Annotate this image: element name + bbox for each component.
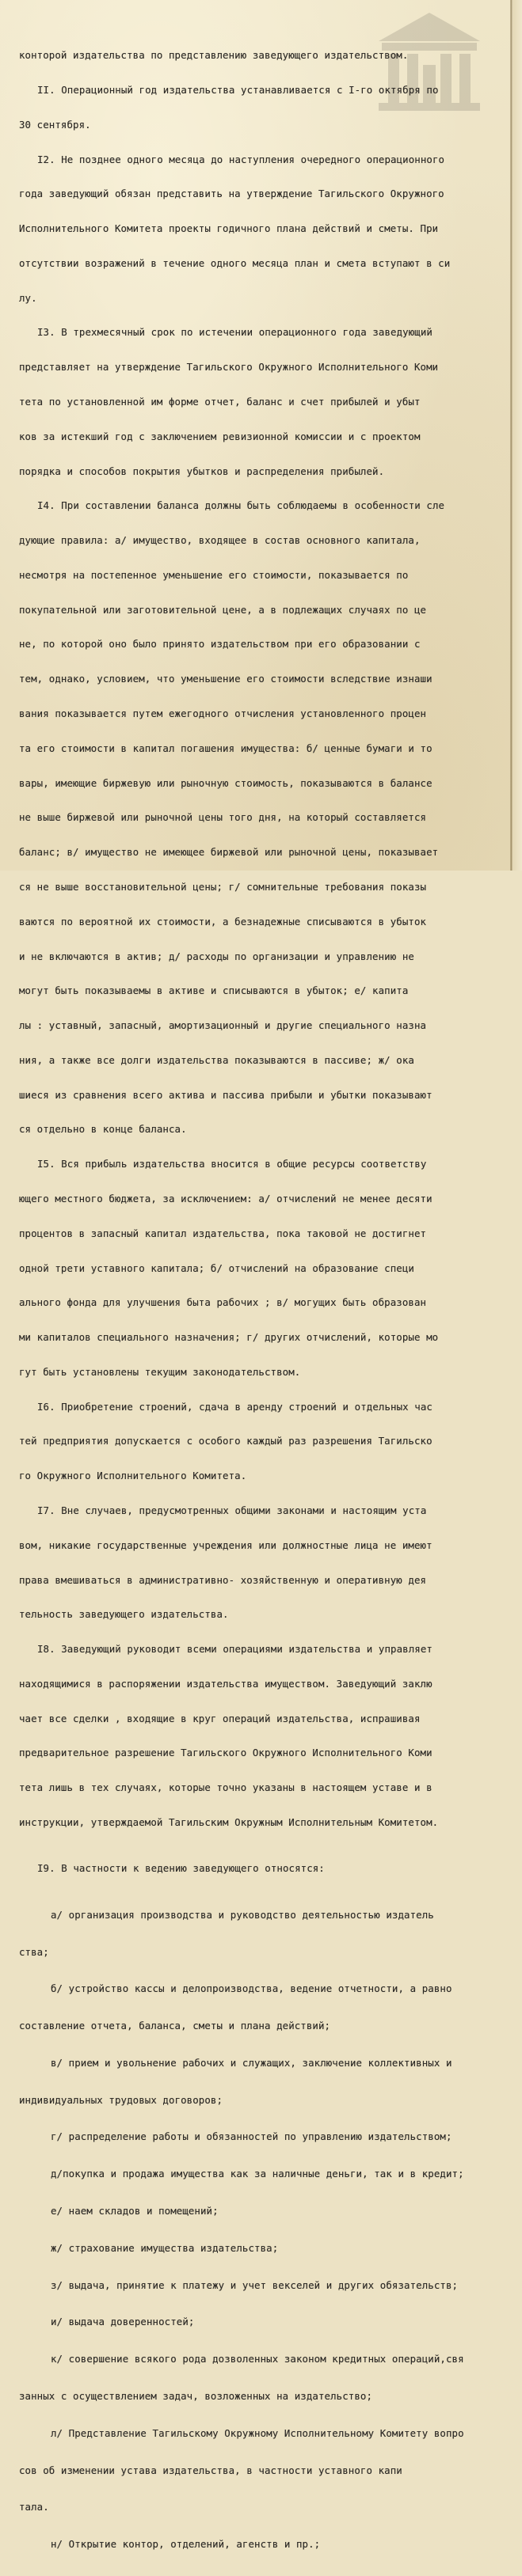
text-line: одной трети уставного капитала; б/ отчислений на образование специ bbox=[19, 1261, 414, 1274]
text-line: ния, а также все долги издательства показываются в пассиве; ж/ ока bbox=[19, 1053, 414, 1066]
page-edge bbox=[512, 0, 522, 871]
text-line: предварительное разрешение Тагильского Окружного Исполнительного Коми bbox=[19, 1747, 432, 1759]
text-line: инструкции, утверждаемой Тагильским Окружным Исполнительным Комитетом. bbox=[19, 1816, 439, 1829]
clause-14: I4. При составлении баланса должны быть соблюдаемы в особенности сле bbox=[37, 499, 445, 512]
text-line: 30 сентября. bbox=[19, 118, 91, 131]
text-line: представляет на утверждение Тагильского Окружного Исполнительного Коми bbox=[19, 361, 439, 374]
text-line: права вмешиваться в административно- хозяйственную и оперативную дея bbox=[19, 1573, 427, 1586]
text-line: лу. bbox=[19, 291, 37, 304]
text-line: го Окружного Исполнительного Комитета. bbox=[19, 1470, 247, 1482]
text-line: могут быть показываемы в активе и списываются в убыток; е/ капита bbox=[19, 984, 409, 997]
text-line: отсутствии возражений в течение одного месяца план и смета вступают в си bbox=[19, 256, 451, 269]
text-line: порядка и способов покрытия убытков и распределения прибылей. bbox=[19, 465, 385, 477]
text-line: тей предприятия допускается с особого каждый раз разрешения Тагильско bbox=[19, 1435, 432, 1447]
list-item-v-cont: индивидуальных трудовых договоров; bbox=[19, 2093, 223, 2106]
text-line: тета по установленной им форме отчет, баланс и счет прибылей и убыт bbox=[19, 396, 421, 408]
document-text bbox=[17, 27, 512, 2576]
text-line: тета лишь в тех случаях, которые точно указаны в настоящем уставе и в bbox=[19, 1781, 432, 1794]
text-line: тельность заведующего издательства. bbox=[19, 1608, 229, 1621]
text-line: гут быть установлены текущим законодательством. bbox=[19, 1365, 301, 1378]
list-item-v: в/ прием и увольнение рабочих и служащих, заключение коллективных и bbox=[51, 2056, 452, 2069]
text-line: тем, однако, условием, что уменьшение его стоимости вследствие изнаши bbox=[19, 673, 432, 685]
list-item-k: к/ совершение всякого рода дозволенных законом кредитных операций,свя bbox=[51, 2353, 464, 2365]
clause-13: I3. В трехмесячный срок по истечении операционного года заведующий bbox=[37, 326, 432, 339]
list-item-k-cont: занных с осуществлением задач, возложенных на издательство; bbox=[19, 2389, 373, 2402]
text-line: ков за истекший год с заключением ревизионной комиссии и с проектом bbox=[19, 430, 421, 442]
text-line: ющего местного бюджета, за исключением: а/ отчислений не менее десяти bbox=[19, 1192, 432, 1205]
list-item-l: л/ Представление Тагильскому Окружному Исполнительному Комитету вопро bbox=[51, 2426, 464, 2439]
clause-16: I6. Приобретение строений, сдача в аренду строений и отдельных час bbox=[37, 1400, 432, 1413]
list-item-a-cont: ства; bbox=[19, 1945, 49, 1958]
list-item-d: д/покупка и продажа имущества как за наличные деньги, так и в кредит; bbox=[51, 2168, 464, 2180]
clause-12: I2. Не позднее одного месяца до наступления очередного операционного bbox=[37, 153, 445, 165]
text-line: и не включаются в актив; д/ расходы по организации и управлению не bbox=[19, 950, 414, 962]
text-line: не, по которой оно было принято издательством при его образовании с bbox=[19, 638, 421, 651]
text-line: чает все сделки , входящие в круг операций издательства, испрашивая bbox=[19, 1712, 421, 1724]
text-line: шиеся из сравнения всего актива и пассива прибыли и убытки показывают bbox=[19, 1088, 432, 1101]
list-item-e: е/ наем складов и помещений; bbox=[51, 2205, 219, 2217]
list-item-g: г/ распределение работы и обязанностей по управлению издательством; bbox=[51, 2130, 452, 2143]
clause-19-heading: I9. В частности к ведению заведующего относятся: bbox=[37, 1862, 325, 1875]
text-line: та его стоимости в капитал погашения имущества: б/ ценные бумаги и то bbox=[19, 742, 432, 754]
list-item-n: н/ Открытие контор, отделений, агенств и пр.; bbox=[51, 2538, 321, 2551]
text-line: ми капиталов специального назначения; г/ других отчислений, которые мо bbox=[19, 1331, 439, 1344]
clause-15: I5. Вся прибыль издательства вносится в общие ресурсы соответству bbox=[37, 1158, 427, 1170]
text-line: дующие правила: а/ имущество, входящее в состав основного капитала, bbox=[19, 534, 421, 547]
text-line: вом, никакие государственные учреждения или должностные лица не имеют bbox=[19, 1538, 432, 1551]
list-item-l-cont: сов об изменении устава издательства, в частности уставного капи bbox=[19, 2464, 402, 2476]
list-item-b: б/ устройство кассы и делопроизводства, ведение отчетности, а равно bbox=[51, 1982, 452, 1995]
text-line: года заведующий обязан представить на утверждение Тагильского Окружного bbox=[19, 188, 444, 200]
text-line: несмотря на постепенное уменьшение его стоимости, показывается по bbox=[19, 568, 409, 581]
clause-18: I8. Заведующий руководит всеми операциями издательства и управляет bbox=[37, 1643, 432, 1656]
text-line: ального фонда для улучшения быта рабочих ; в/ могущих быть образован bbox=[19, 1296, 427, 1309]
text-line: ся отдельно в конце баланса. bbox=[19, 1123, 187, 1136]
text-line: ся не выше восстановительной цены; г/ сомнительные требования показы bbox=[19, 880, 427, 893]
text-line: вания показывается путем ежегодного отчисления установленного процен bbox=[19, 708, 427, 720]
text-line: конторой издательства по представлению заведующего издательством. bbox=[19, 49, 409, 62]
text-line: лы : уставный, запасный, амортизационный и другие специального назна bbox=[19, 1019, 427, 1032]
text-line: находящимися в распоряжении издательства имуществом. Заведующий заклю bbox=[19, 1677, 432, 1690]
text-line: Исполнительного Комитета проекты годичного плана действий и сметы. При bbox=[19, 222, 439, 235]
list-item-l-cont2: тала. bbox=[19, 2501, 49, 2513]
clause-11: II. Операционный год издательства устанавливается с I-го октября по bbox=[37, 83, 439, 96]
list-item-i: и/ выдача доверенностей; bbox=[51, 2316, 195, 2328]
text-line: вары, имеющие биржевую или рыночную стоимость, показываются в балансе bbox=[19, 776, 432, 789]
text-line: процентов в запасный капитал издательства, пока таковой не достигнет bbox=[19, 1227, 427, 1239]
text-line: не выше биржевой или рыночной цены того дня, на который составляется bbox=[19, 811, 427, 824]
list-item-b-cont: составление отчета, баланса, сметы и плана действий; bbox=[19, 2020, 331, 2032]
list-item-a: а/ организация производства и руководство деятельностью издатель bbox=[51, 1908, 434, 1921]
list-item-zh: ж/ страхование имущества издательства; bbox=[51, 2241, 279, 2254]
text-line: баланс; в/ имущество не имеющее биржевой или рыночной цены, показывает bbox=[19, 846, 439, 859]
list-item-z: з/ выдача, принятие к платежу и учет векселей и других обязательств; bbox=[51, 2278, 459, 2291]
text-line: покупательной или заготовительной цене, а в подлежащих случаях по це bbox=[19, 603, 427, 616]
clause-17: I7. Вне случаев, предусмотренных общими законами и настоящим уста bbox=[37, 1504, 427, 1516]
text-line: ваются по вероятной их стоимости, а безнадежные списываются в убыток bbox=[19, 915, 427, 928]
